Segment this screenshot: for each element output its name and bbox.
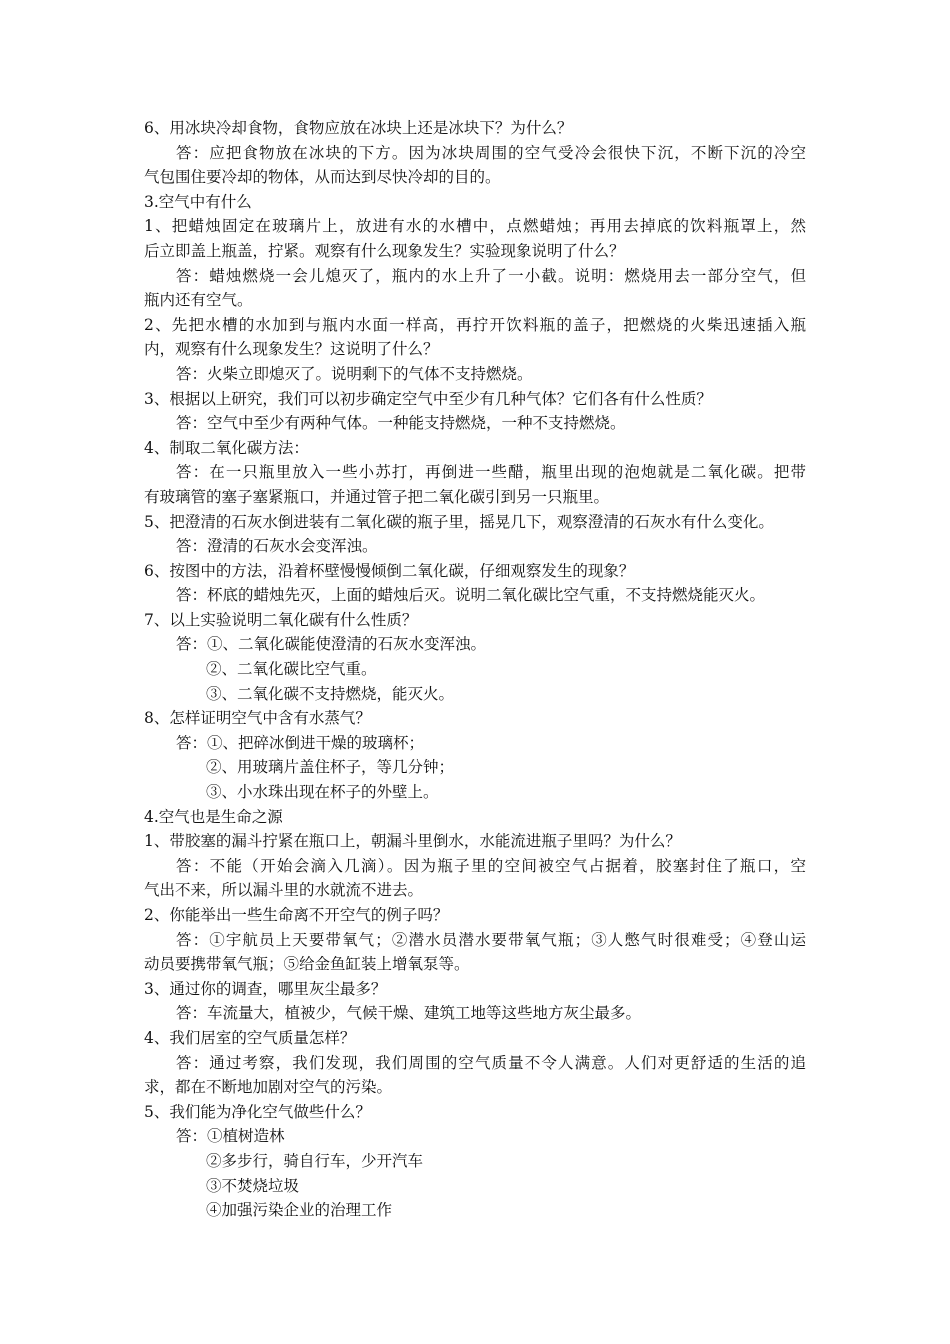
question-line: 3、根据以上研究，我们可以初步确定空气中至少有几种气体？它们各有什么性质？: [144, 389, 712, 408]
answer-line: 答：通过考察，我们发现，我们周围的空气质量不令人满意。人们对更舒适的生活的追: [176, 1053, 806, 1072]
question-line: 2、你能举出一些生命离不开空气的例子吗？: [144, 906, 449, 924]
section-heading: 4.空气也是生命之源: [144, 807, 283, 826]
answer-line: 答：空气中至少有两种气体。一种能支持燃烧，一种不支持燃烧。: [176, 414, 626, 433]
answer-line: 答：火柴立即熄灭了。说明剩下的气体不支持燃烧。: [176, 364, 533, 383]
answer-line: 答：①植树造林: [176, 1127, 285, 1146]
question-line: 3、通过你的调查，哪里灰尘最多？: [144, 979, 387, 998]
answer-subitem: ③、二氧化碳不支持燃烧，能灭火。: [206, 684, 455, 703]
question-line: 4、制取二氧化碳方法：: [144, 438, 309, 457]
question-line: 1、把蜡烛固定在玻璃片上，放进有水的水槽中，点燃蜡烛；再用去掉底的饮料瓶罩上，然: [144, 217, 806, 236]
answer-line: 答：不能（开始会滴入几滴）。因为瓶子里的空间被空气占据着，胶塞封住了瓶口，空: [176, 856, 806, 875]
answer-line: 气出不来，所以漏斗里的水就流不进去。: [144, 881, 424, 900]
answer-line: 答：澄清的石灰水会变浑浊。: [176, 537, 378, 556]
answer-line: 答：杯底的蜡烛先灭，上面的蜡烛后灭。说明二氧化碳比空气重，不支持燃烧能灭火。: [176, 586, 766, 605]
answer-subitem: ④加强污染企业的治理工作: [206, 1201, 393, 1220]
answer-line: 动员要携带氧气瓶；⑤给金鱼缸装上增氧泵等。: [144, 955, 470, 974]
question-line: 5、把澄清的石灰水倒进装有二氧化碳的瓶子里，摇晃几下，观察澄清的石灰水有什么变化。: [144, 512, 774, 531]
answer-line: 求，都在不断地加剧对空气的污染。: [144, 1078, 393, 1097]
answer-line: 答：①、把碎冰倒进干燥的玻璃杯；: [176, 733, 425, 752]
answer-line: 瓶内还有空气。: [144, 291, 253, 310]
question-line: 6、按图中的方法，沿着杯壁慢慢倾倒二氧化碳，仔细观察发生的现象？: [144, 561, 635, 580]
question-line: 4、我们居室的空气质量怎样？: [144, 1028, 356, 1047]
answer-line: 答：①、二氧化碳能使澄清的石灰水变浑浊。: [176, 635, 487, 654]
answer-line: 答：车流量大，植被少，气候干燥、建筑工地等这些地方灰尘最多。: [176, 1004, 642, 1023]
question-line: 2、先把水槽的水加到与瓶内水面一样高，再拧开饮料瓶的盖子，把燃烧的火柴迅速插入瓶: [144, 315, 806, 334]
answer-subitem: ③、小水珠出现在杯子的外壁上。: [206, 783, 439, 802]
answer-subitem: ③不焚烧垃圾: [206, 1176, 300, 1195]
question-line: 1、带胶塞的漏斗拧紧在瓶口上，朝漏斗里倒水，水能流进瓶子里吗？为什么？: [144, 832, 681, 851]
answer-line: 答：在一只瓶里放入一些小苏打，再倒进一些醋，瓶里出现的泡炮就是二氧化碳。把带: [176, 463, 806, 482]
question-line: 5、我们能为净化空气做些什么？: [144, 1102, 371, 1121]
question-line: 8、怎样证明空气中含有水蒸气？: [144, 709, 371, 728]
answer-subitem: ②多步行，骑自行车，少开汽车: [206, 1151, 424, 1170]
question-line: 内，观察有什么现象发生？这说明了什么？: [144, 340, 439, 359]
question-line: 6、用冰块冷却食物，食物应放在冰块上还是冰块下？为什么？: [144, 119, 573, 137]
answer-line: 气包围住要冷却的物体，从而达到尽快冷却的目的。: [144, 168, 501, 187]
answer-subitem: ②、二氧化碳比空气重。: [206, 660, 377, 679]
question-line: 后立即盖上瓶盖，拧紧。观察有什么现象发生？实验现象说明了什么？: [144, 241, 625, 260]
answer-line: 答：①宇航员上天要带氧气；②潜水员潜水要带氧气瓶；③人憋气时很难受；④登山运: [176, 930, 806, 949]
answer-subitem: ②、用玻璃片盖住杯子，等几分钟；: [206, 758, 455, 777]
question-line: 7、以上实验说明二氧化碳有什么性质？: [144, 610, 418, 629]
answer-line: 有玻璃管的塞子塞紧瓶口，并通过管子把二氧化碳引到另一只瓶里。: [144, 487, 610, 506]
answer-line: 答：应把食物放在冰块的下方。因为冰块周围的空气受冷会很快下沉，不断下沉的冷空: [176, 143, 806, 162]
answer-line: 答：蜡烛燃烧一会儿熄灭了，瓶内的水上升了一小截。说明：燃烧用去一部分空气，但: [176, 266, 806, 285]
section-heading: 3.空气中有什么: [144, 192, 252, 211]
document-body: [144, 116, 806, 1223]
